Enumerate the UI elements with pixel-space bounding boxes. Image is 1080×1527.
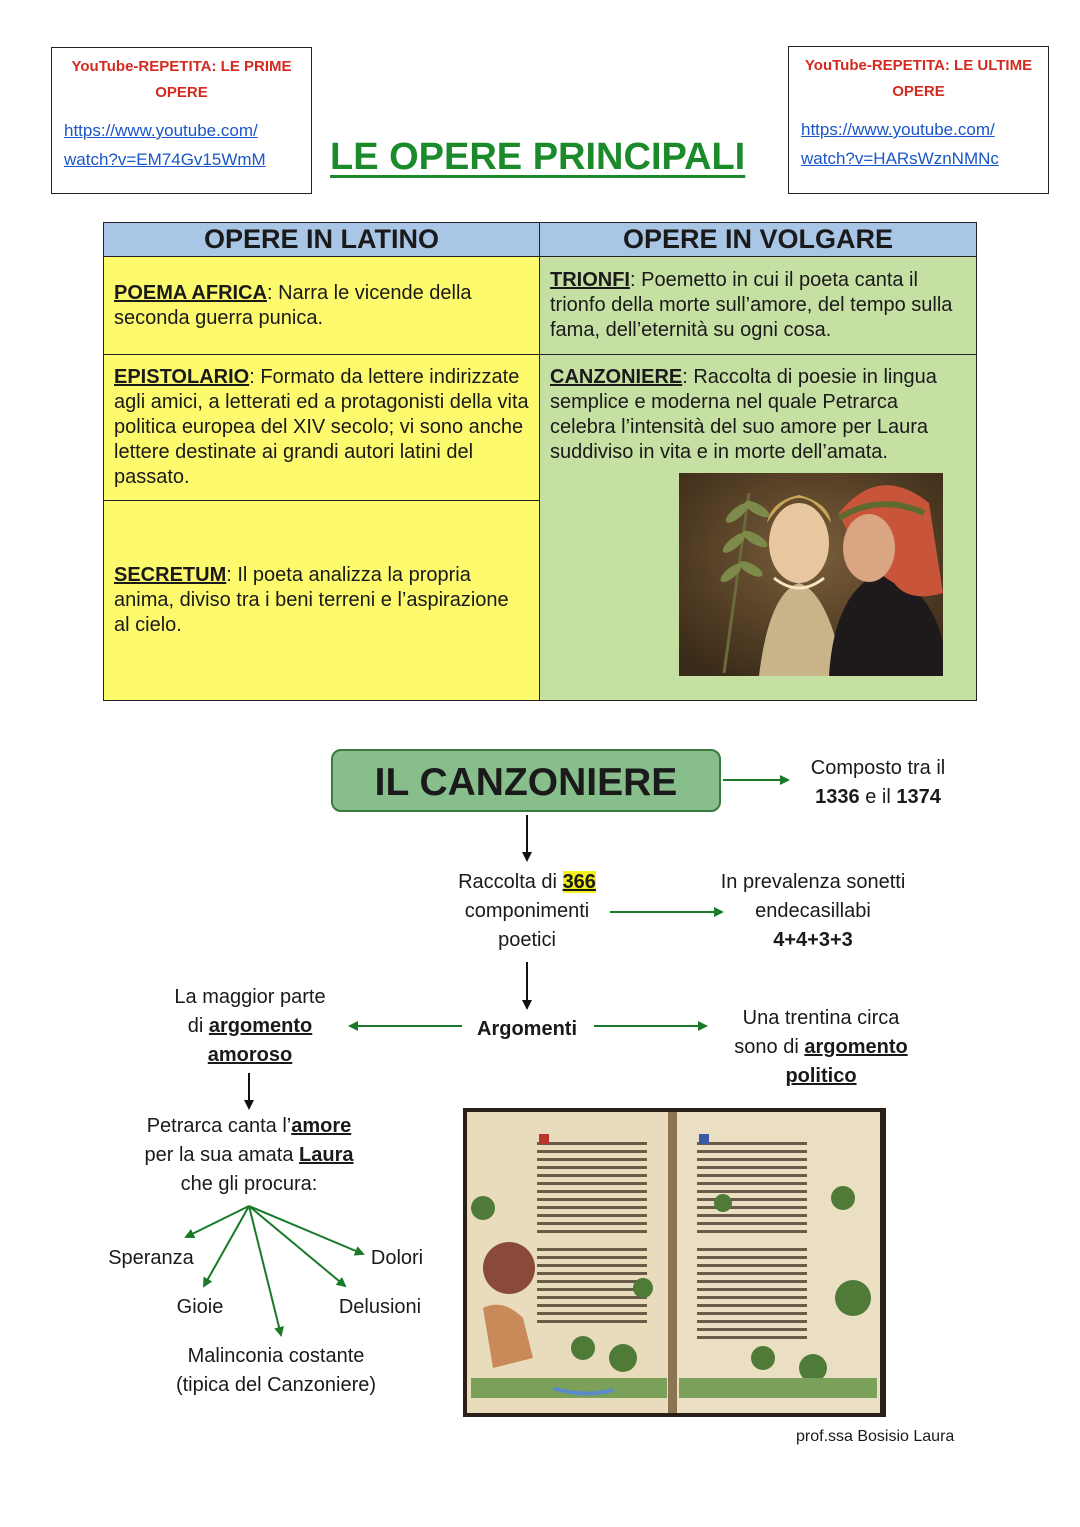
work-desc-secretum: : Il poeta analizza la propria anima, diviso tra i beni terreni e l’aspirazione al cielo. xyxy=(114,564,509,636)
arrow-to-pains xyxy=(249,1206,363,1254)
work-name-secretum: SECRETUM xyxy=(114,564,227,586)
work-name-epistolario: EPISTOLARIO xyxy=(114,366,250,388)
work-desc-epistolario: : Formato da lettere indirizzate agli amici, a letterati ed a protagonisti della vita politica europea del XIV secolo; vi sono anche lettere destinate ai grandi autori latini del passato. xyxy=(114,366,529,488)
link-title-left: YouTube-REPETITA: LE PRIME OPERE xyxy=(71,58,292,101)
feeling-pains: Dolori xyxy=(370,1247,424,1269)
collection-node: Raccolta di 366 componimenti poetici xyxy=(458,871,596,951)
composed-dates-node: Composto tra il 1336 e il 1374 xyxy=(810,757,946,808)
arrow-to-melancholy xyxy=(249,1206,281,1335)
author-credit: prof.ssa Bosisio Laura xyxy=(796,1428,955,1445)
work-desc-trionfi: : Poemetto in cui il poeta canta il trionfo della morte sull’amore, del tempo sulla fama, dell’eternità su ogni cosa. xyxy=(550,269,953,341)
work-name-africa: POEMA AFRICA xyxy=(114,281,267,304)
arrow-to-disappointments xyxy=(249,1206,345,1286)
header-volgare: OPERE IN VOLGARE xyxy=(540,223,977,257)
love-topic-node: La maggior parte di argomento amoroso xyxy=(174,986,326,1066)
political-topic-node: Una trentina circa sono di argomento politico xyxy=(734,1007,908,1087)
work-name-trionfi: TRIONFI xyxy=(550,269,630,291)
link-title-right: YouTube-REPETITA: LE ULTIME OPERE xyxy=(804,57,1033,100)
youtube-link-left[interactable]: https://www.youtube.com/ watch?v=EM74Gv15WmM xyxy=(64,121,266,169)
work-desc-africa: : Narra le vicende della seconda guerra punica. xyxy=(114,281,472,329)
youtube-link-right[interactable]: https://www.youtube.com/ watch?v=HARsWznNMNc xyxy=(801,120,999,168)
canzoniere-title-box: IL CANZONIERE xyxy=(331,749,721,812)
sonnets-node: In prevalenza sonetti endecasillabi 4+4+3+3 xyxy=(720,871,906,951)
feeling-hope: Speranza xyxy=(108,1247,194,1269)
header-latin: OPERE IN LATINO xyxy=(104,223,540,257)
topics-node: Argomenti xyxy=(477,1018,577,1040)
feeling-melancholy: Malinconia costante (tipica del Canzoniere) xyxy=(175,1345,377,1396)
feeling-disappointments: Delusioni xyxy=(338,1296,422,1318)
work-desc-canzoniere: : Raccolta di poesie in lingua semplice e moderna nel quale Petrarca celebra l’intensità del suo amore per Laura suddiviso in vita e in morte dell’amata. xyxy=(550,366,937,463)
sings-love-node: Petrarca canta l’amore per la sua amata Laura che gli procura: xyxy=(144,1115,354,1195)
manuscript-image xyxy=(463,1108,886,1417)
work-name-canzoniere: CANZONIERE xyxy=(550,366,683,388)
feeling-joys: Gioie xyxy=(176,1296,224,1318)
page-title: LE OPERE PRINCIPALI xyxy=(330,136,746,178)
